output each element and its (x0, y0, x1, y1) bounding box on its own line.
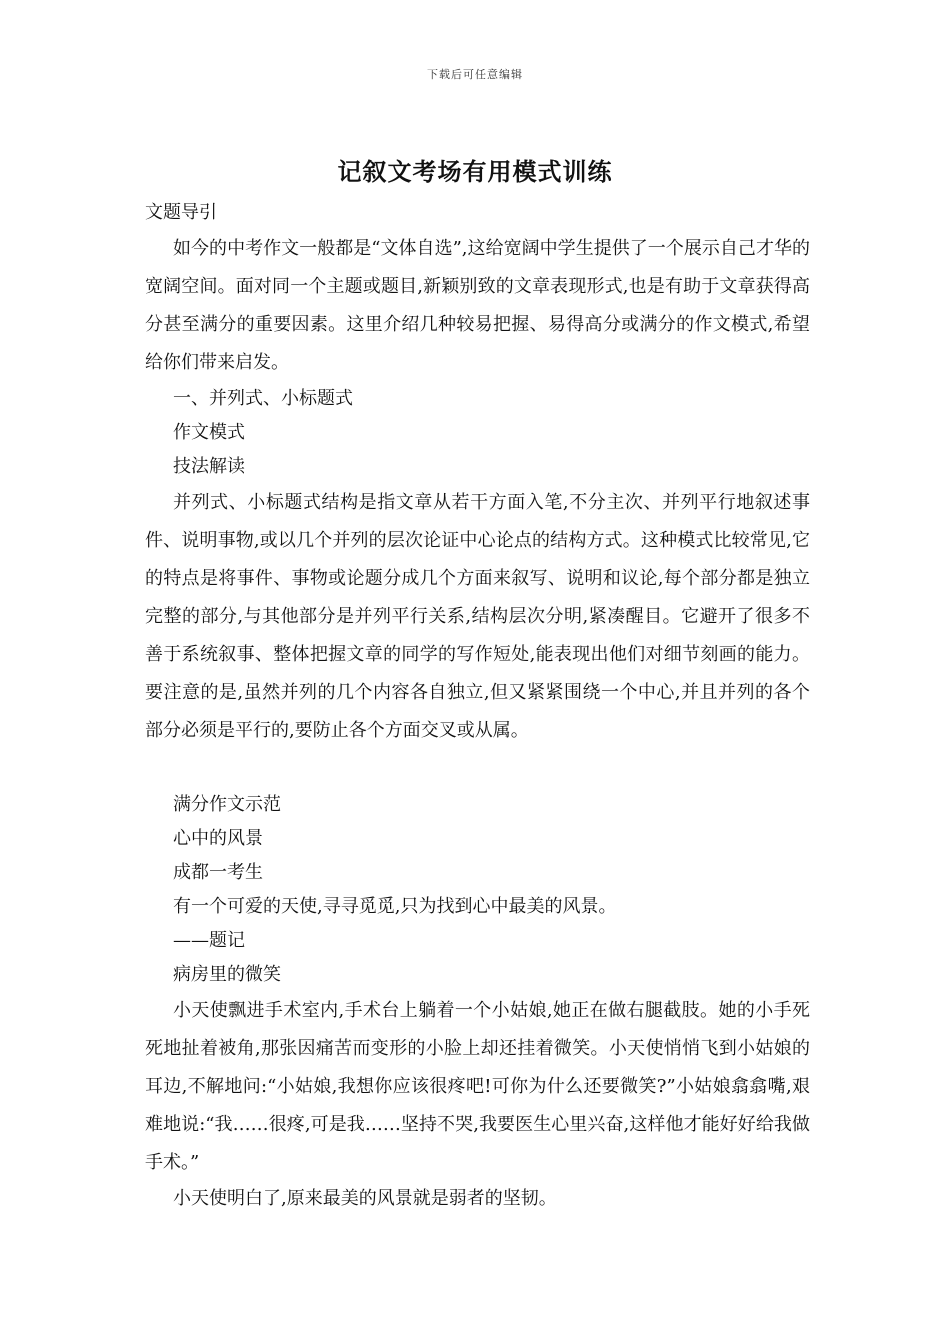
document-title: 记叙文考场有用模式训练 (337, 158, 613, 186)
paragraph-spacer (145, 750, 810, 788)
intro-paragraph: 如今的中考作文一般都是“文体自选”,这给宽阔中学生提供了一个展示自己才华的宽阔空间。面对同一个主题或题目,新颖别致的文章表现形式,也是有助于文章获得高分甚至满分的重要因素。这里介绍几种较易把握、易得高分或满分的作文模式,希望给你们带来启发。 (145, 238, 810, 373)
essay-author: 成都一考生 (173, 862, 263, 883)
epigraph-note: ——题记 (173, 930, 245, 951)
essay-epigraph: 有一个可爱的天使,寻寻觅觅,只为找到心中最美的风景。 (173, 896, 617, 917)
heading-writing-model: 作文模式 (173, 422, 245, 443)
essay-subtitle: 病房里的微笑 (173, 964, 281, 985)
essay-title: 心中的风景 (173, 828, 263, 849)
document-body (145, 196, 810, 1216)
header-note: 下载后可任意编辑 (427, 68, 523, 81)
heading-parallel-style: 一、并列式、小标题式 (173, 388, 353, 409)
section-label: 文题导引 (145, 202, 217, 223)
heading-technique: 技法解读 (173, 456, 245, 477)
sample-essay-label: 满分作文示范 (173, 794, 281, 815)
story-paragraph: 小天使飘进手术室内,手术台上躺着一个小姑娘,她正在做右腿截肢。她的小手死死地扯着被角,那张因痛苦而变形的小脸上却还挂着微笑。小天使悄悄飞到小姑娘的耳边,不解地问:“小姑娘,我想你应该很疼吧!可你为什么还要微笑?”小姑娘翕翕嘴,艰难地说:“我……很疼,可是我……坚持不哭,我要医生心里兴奋,这样他才能好好给我做手术。” (145, 1000, 810, 1173)
technique-paragraph: 并列式、小标题式结构是指文章从若干方面入笔,不分主次、并列平行地叙述事件、说明事物,或以几个并列的层次论证中心论点的结构方式。这种模式比较常见,它的特点是将事件、事物或论题分成几个方面来叙写、说明和议论,每个部分都是独立完整的部分,与其他部分是并列平行关系,结构层次分明,紧凑醒目。它避开了很多不善于系统叙事、整体把握文章的同学的写作短处,能表现出他们对细节刻画的能力。要注意的是,虽然并列的几个内容各自独立,但又紧紧围绕一个中心,并且并列的各个部分必须是平行的,要防止各个方面交叉或从属。 (145, 492, 810, 741)
conclusion-line: 小天使明白了,原来最美的风景就是弱者的坚韧。 (173, 1188, 557, 1209)
